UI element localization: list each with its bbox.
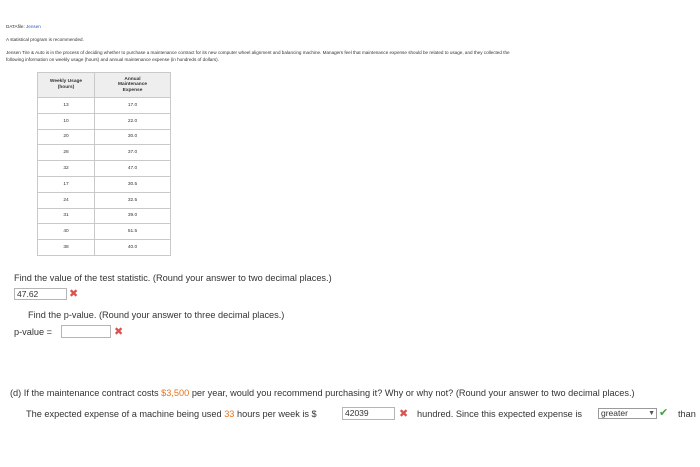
incorrect-x-icon: ✖: [399, 408, 409, 420]
table-row: [38, 113, 171, 129]
usage-cell: 10: [38, 113, 95, 129]
incorrect-x-icon: ✖: [69, 288, 79, 300]
header-text: (hours): [57, 85, 75, 90]
table-row: [38, 208, 171, 224]
expense-cell: 30.0: [95, 129, 171, 145]
comparison-select[interactable]: [598, 408, 657, 419]
table-row: [38, 224, 171, 240]
usage-cell: 32: [38, 161, 95, 177]
table-row: [38, 129, 171, 145]
expense-text-b: hours per week is $: [234, 409, 317, 419]
expense-cell: 32.5: [95, 192, 171, 208]
usage-cell: 20: [38, 129, 95, 145]
expected-expense-text: [26, 409, 317, 419]
header-text: Annual: [124, 76, 141, 82]
intro-line-1: Jensen Tire & Auto is in the process of deciding whether to purchase a maintenance contract for its new computer wheel alignment and balancing machine. Managers feel that maintenance expense should be related to usage, and they collected the: [6, 50, 510, 55]
expense-cell: 51.5: [95, 224, 171, 240]
header-text: Weekly Usage: [49, 79, 83, 85]
header-text: Maintenance: [117, 82, 148, 88]
expense-text-a: The expected expense of a machine being used: [26, 409, 225, 419]
expense-cell: 17.0: [95, 98, 171, 114]
than-text: than: [678, 409, 696, 419]
expense-cell: 30.5: [95, 176, 171, 192]
expense-cell: 22.0: [95, 113, 171, 129]
datafile-line: [6, 24, 41, 29]
comparison-select-value: greater: [601, 408, 628, 418]
table-row: [38, 161, 171, 177]
p-value-label: p-value =: [14, 327, 53, 337]
expense-cell: 40.0: [95, 240, 171, 256]
table-row: [38, 145, 171, 161]
usage-cell: 31: [38, 208, 95, 224]
contract-cost: $3,500: [161, 388, 190, 398]
hours-value: 33: [224, 409, 235, 419]
incorrect-x-icon: ✖: [114, 326, 124, 338]
intro-line-2: following information on weekly usage (hours) and annual maintenance expense (in hundreds of dollars).: [6, 57, 219, 62]
usage-cell: 40: [38, 224, 95, 240]
usage-cell: 24: [38, 192, 95, 208]
comparison-text: hundred. Since this expected expense is: [417, 409, 582, 419]
part-d-prompt: [10, 388, 635, 398]
datafile-link[interactable]: Jensen: [26, 24, 41, 29]
header-text: Expense: [122, 87, 143, 93]
datafile-label: DATAfile:: [6, 24, 25, 29]
test-statistic-input[interactable]: 47.62: [14, 288, 67, 300]
usage-cell: 28: [38, 145, 95, 161]
recommendation-note: A statistical program is recommended.: [6, 37, 84, 42]
usage-cell: 38: [38, 240, 95, 256]
table-row: [38, 240, 171, 256]
header-weekly-usage: [38, 73, 95, 98]
data-table: [37, 72, 171, 256]
part-d-suffix: per year, would you recommend purchasing it? Why or why not? (Round your answer to two decimal places.): [189, 388, 635, 398]
table-row: [38, 192, 171, 208]
table-row: [38, 98, 171, 114]
correct-check-icon: ✔: [659, 407, 669, 419]
expense-cell: 37.0: [95, 145, 171, 161]
expense-cell: 47.0: [95, 161, 171, 177]
table-header-row: [38, 73, 171, 98]
expense-cell: 39.0: [95, 208, 171, 224]
p-value-prompt: Find the p-value. (Round your answer to three decimal places.): [28, 310, 285, 320]
p-value-input[interactable]: [61, 325, 111, 338]
usage-cell: 13: [38, 98, 95, 114]
part-d-prefix: (d) If the maintenance contract costs: [10, 388, 162, 398]
table-row: [38, 176, 171, 192]
test-statistic-prompt: Find the value of the test statistic. (Round your answer to two decimal places.): [14, 273, 332, 283]
usage-cell: 17: [38, 176, 95, 192]
header-annual-expense: [95, 73, 171, 98]
chevron-down-icon: ▼: [648, 410, 655, 417]
expected-expense-input[interactable]: 42039: [342, 407, 395, 420]
